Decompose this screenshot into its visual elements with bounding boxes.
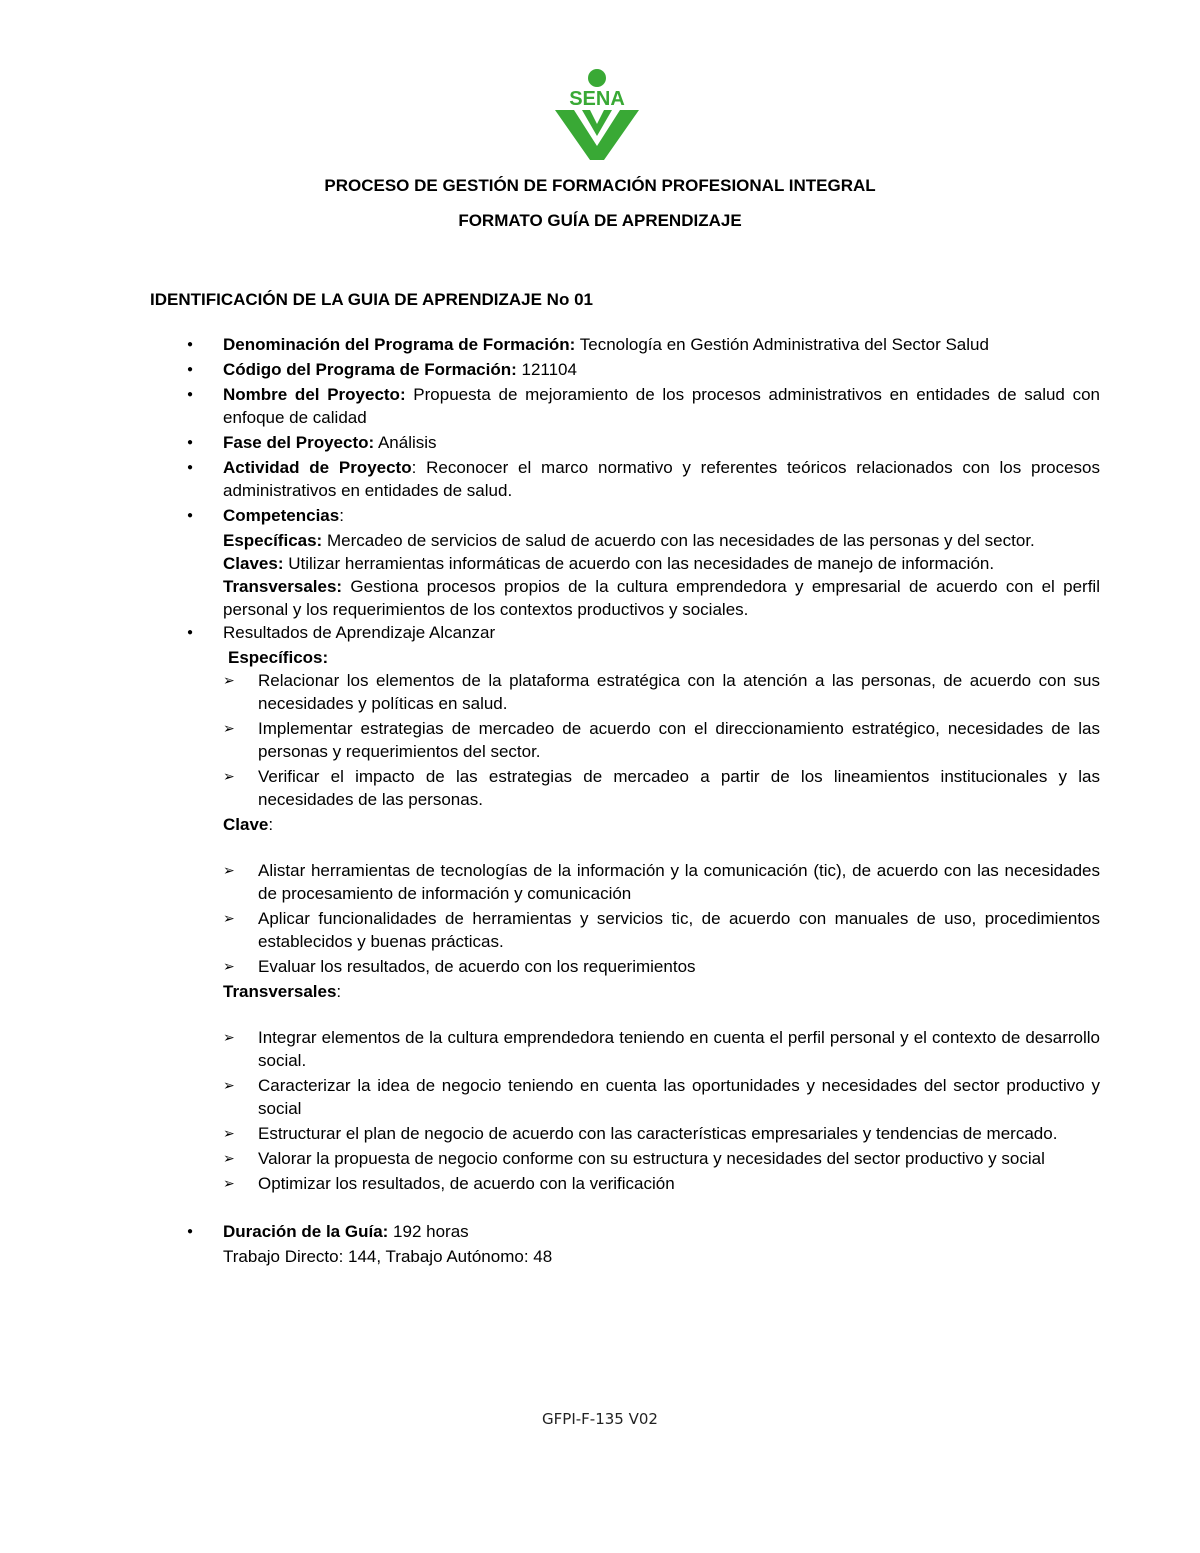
result-specific-item: ➢ Implementar estrategias de mercadeo de acuerdo con el direccionamiento estratégico, necesidades de las personas y requerimientos del sector. <box>150 717 1100 763</box>
document-subtitle: FORMATO GUÍA DE APRENDIZAJE <box>458 211 742 230</box>
results-specific-heading: Específicos: <box>228 648 329 667</box>
competencies-key: Claves: Utilizar herramientas informáticas de acuerdo con las necesidades de manejo de información. <box>223 554 995 573</box>
list-item-project-phase: ● Fase del Proyecto: Análisis <box>150 431 1100 454</box>
footer-code: GFPI-F-135 V02 <box>542 1410 658 1428</box>
result-key-item: ➢ Evaluar los resultados, de acuerdo con los requerimientos <box>150 955 1100 978</box>
sena-logo <box>552 68 642 162</box>
result-transversal-item: ➢ Caracterizar la idea de negocio teniendo en cuenta las oportunidades y necesidades del sector productivo y social <box>150 1074 1100 1120</box>
identification-heading: IDENTIFICACIÓN DE LA GUIA DE APRENDIZAJE No 01 <box>150 290 593 309</box>
results-transversal-heading: Transversales: <box>223 982 342 1001</box>
list-item-results: ● Resultados de Aprendizaje Alcanzar <box>150 621 1100 644</box>
result-key-item: ➢ Alistar herramientas de tecnologías de la información y la comunicación (tic), de acuerdo con las necesidades de procesamiento de información y comunicación <box>150 859 1100 905</box>
competencies-transversal: Transversales: Gestiona procesos propios de la cultura emprendedora y empresarial de acuerdo con el perfil personal y los requerimientos de los contextos productivos y sociales. <box>223 577 1100 619</box>
identification-list <box>150 333 1100 1268</box>
svg-text:SENA: SENA <box>569 88 625 110</box>
list-item-program-code: ● Código del Programa de Formación: 121104 <box>150 358 1100 381</box>
list-item-project-name: ● Nombre del Proyecto: Propuesta de mejoramiento de los procesos administrativos en entidades de salud con enfoque de calidad <box>150 383 1100 429</box>
competencies-specific: Específicas: Mercadeo de servicios de salud de acuerdo con las necesidades de las personas y del sector. <box>223 531 1035 550</box>
list-item-duration: ● Duración de la Guía: 192 horas <box>150 1220 1100 1243</box>
duration-detail: Trabajo Directo: 144, Trabajo Autónomo: 48 <box>223 1247 553 1266</box>
result-specific-item: ➢ Relacionar los elementos de la plataforma estratégica con la atención a las personas, de acuerdo con sus necesidades y políticas en salud. <box>150 669 1100 715</box>
result-transversal-item: ➢ Integrar elementos de la cultura emprendedora teniendo en cuenta el perfil personal y el contexto de desarrollo social. <box>150 1026 1100 1072</box>
result-transversal-item: ➢ Valorar la propuesta de negocio conforme con su estructura y necesidades del sector productivo y social <box>150 1147 1100 1170</box>
results-key-heading: Clave: <box>223 815 274 834</box>
result-transversal-item: ➢ Optimizar los resultados, de acuerdo con la verificación <box>150 1172 1100 1195</box>
list-item-program-name: ● Denominación del Programa de Formación: Tecnología en Gestión Administrativa del Sector Salud <box>150 333 1100 356</box>
list-item-competencies: ● Competencias: <box>150 504 1100 527</box>
document-title: PROCESO DE GESTIÓN DE FORMACIÓN PROFESIONAL INTEGRAL <box>324 176 876 195</box>
result-transversal-item: ➢ Estructurar el plan de negocio de acuerdo con las características empresariales y tendencias de mercado. <box>150 1122 1100 1145</box>
result-specific-item: ➢ Verificar el impacto de las estrategias de mercadeo a partir de los lineamientos institucionales y las necesidades de las personas. <box>150 765 1100 811</box>
result-key-item: ➢ Aplicar funcionalidades de herramientas y servicios tic, de acuerdo con manuales de uso, procedimientos establecidos y buenas prácticas. <box>150 907 1100 953</box>
list-item-project-activity: ● Actividad de Proyecto: Reconocer el marco normativo y referentes teóricos relacionados con los procesos administrativos en entidades de salud. <box>150 456 1100 502</box>
